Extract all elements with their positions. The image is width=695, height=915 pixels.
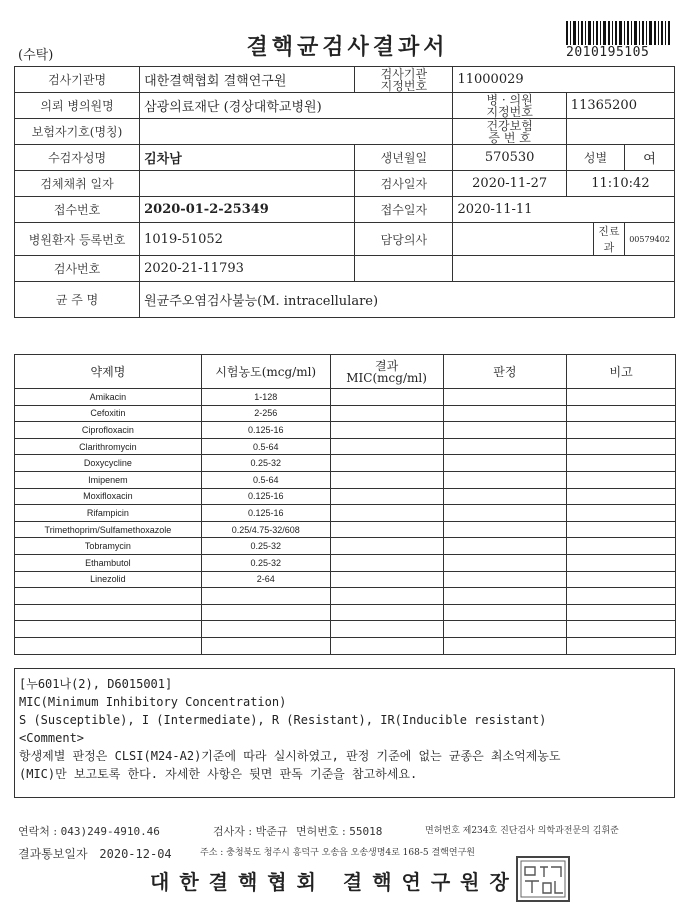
patient-value: 김차남	[140, 145, 355, 171]
dob-value: 570530	[453, 145, 566, 171]
header-result-2: MIC(mcg/ml)	[346, 370, 427, 385]
drug-mic	[330, 405, 443, 422]
drug-name: Doxycycline	[15, 455, 202, 472]
drug-judgment	[443, 455, 567, 472]
license-label: 면허번호 :	[296, 825, 346, 838]
drug-range: 0.5-64	[201, 471, 330, 488]
drug-name: Ciprofloxacin	[15, 422, 202, 439]
drug-name	[15, 637, 202, 654]
drug-range: 0.25-32	[201, 554, 330, 571]
drug-mic	[330, 571, 443, 588]
insured-label: 보험자기호(명칭)	[15, 119, 140, 145]
health-ins-label-2: 증 번 호	[488, 130, 531, 145]
drug-remark	[567, 538, 676, 555]
page-title: 결핵균검사결과서	[246, 34, 449, 60]
drug-remark	[567, 389, 676, 406]
test-time-value: 11:10:42	[566, 171, 674, 197]
hosp-code-label-2: 지정번호	[486, 104, 533, 119]
receipt-no-label: 접수번호	[15, 197, 140, 223]
drug-row	[15, 554, 676, 571]
doctor-label: 담당의사	[355, 223, 453, 256]
drug-row	[15, 405, 676, 422]
drug-judgment	[443, 488, 567, 505]
drug-row	[15, 438, 676, 455]
test-no-value: 2020-21-11793	[140, 256, 355, 282]
drug-judgment	[443, 422, 567, 439]
drug-row	[15, 538, 676, 555]
header-remark: 비고	[567, 355, 676, 389]
drug-mic	[330, 455, 443, 472]
receipt-date-label: 접수일자	[355, 197, 453, 223]
drug-mic	[330, 389, 443, 406]
comment-line-2: MIC(Minimum Inhibitory Concentration)	[19, 695, 287, 709]
institution-value: 대한결핵협회 결핵연구원	[140, 67, 355, 93]
drug-row	[15, 588, 676, 605]
drug-remark	[567, 422, 676, 439]
drug-range: 0.25/4.75-32/608	[201, 521, 330, 538]
header-judgment: 판정	[443, 355, 567, 389]
drug-mic	[330, 554, 443, 571]
drug-range: 0.125-16	[201, 422, 330, 439]
drug-mic	[330, 438, 443, 455]
drug-row	[15, 471, 676, 488]
comments-box	[14, 668, 675, 798]
drug-mic	[330, 604, 443, 621]
drug-row	[15, 604, 676, 621]
hosp-code-value: 11365200	[566, 93, 674, 119]
inst-code-label-1: 검사기관	[380, 66, 428, 81]
drug-remark	[567, 554, 676, 571]
drug-judgment	[443, 471, 567, 488]
health-ins-label	[453, 119, 566, 145]
drug-range: 0.5-64	[201, 438, 330, 455]
drug-row	[15, 488, 676, 505]
inst-code-label	[355, 67, 453, 93]
drug-judgment	[443, 405, 567, 422]
report-date	[18, 845, 172, 862]
examiner-value: 박준규	[255, 825, 288, 838]
drug-mic	[330, 422, 443, 439]
comment-line-6: (MIC)만 보고토록 한다. 자세한 사항은 뒷면 판독 기준을 참고하세요.	[19, 767, 418, 781]
drug-range	[201, 604, 330, 621]
official-seal-stamp	[515, 855, 571, 903]
collect-value	[140, 171, 355, 197]
drug-mic	[330, 521, 443, 538]
header-result-1: 결과	[374, 358, 399, 373]
drug-mic	[330, 588, 443, 605]
drug-remark	[567, 488, 676, 505]
dept-value: 00579402	[625, 223, 675, 256]
drug-judgment	[443, 438, 567, 455]
barcode-image	[566, 21, 671, 45]
license-info	[296, 823, 382, 839]
health-ins-label-1: 건강보험	[486, 118, 533, 133]
drug-range	[201, 637, 330, 654]
inst-code-value: 11000029	[453, 67, 675, 93]
drug-name: Trimethoprim/Sulfamethoxazole	[15, 521, 202, 538]
drug-name	[15, 604, 202, 621]
drug-table-header	[15, 355, 676, 389]
reg-no-value: 1019-51052	[140, 223, 355, 256]
drug-mic	[330, 538, 443, 555]
drug-remark	[567, 455, 676, 472]
address	[200, 845, 475, 858]
drug-range	[201, 621, 330, 638]
drug-mic	[330, 471, 443, 488]
address-value: 충청북도 청주시 흥덕구 오송읍 오송생명4로 168-5 결핵연구원	[226, 848, 475, 858]
drug-name: Amikacin	[15, 389, 202, 406]
comment-line-1: [누601나(2), D6015001]	[19, 677, 173, 691]
hosp-code-label-1: 병 · 의원	[486, 92, 533, 107]
drug-remark	[567, 471, 676, 488]
drug-name: Imipenem	[15, 471, 202, 488]
drug-remark	[567, 571, 676, 588]
drug-name: Tobramycin	[15, 538, 202, 555]
barcode-number: 2010195105	[566, 45, 650, 60]
comment-line-5: 항생제별 판정은 CLSI(M24-A2)기준에 따라 실시하였고, 판정 기준에 없는 균종은 최소억제농도	[19, 749, 561, 763]
drug-row	[15, 389, 676, 406]
report-date-label: 결과통보일자	[18, 847, 88, 861]
drug-mic	[330, 621, 443, 638]
dob-label: 생년월일	[355, 145, 453, 171]
drug-row	[15, 571, 676, 588]
test-no-label: 검사번호	[15, 256, 140, 282]
report-date-value: 2020-12-04	[99, 847, 172, 861]
header-result	[330, 355, 443, 389]
comment-line-4: <Comment>	[19, 731, 85, 745]
strain-value: 원균주오염검사불능(M. intracellulare)	[140, 282, 675, 318]
contact-value: 043)249-4910.46	[60, 825, 160, 838]
drug-remark	[567, 604, 676, 621]
address-label: 주소 :	[200, 848, 224, 858]
drug-row	[15, 505, 676, 522]
drug-name	[15, 621, 202, 638]
drug-mic	[330, 637, 443, 654]
drug-range: 0.125-16	[201, 488, 330, 505]
drug-range: 2-256	[201, 405, 330, 422]
drug-range: 0.125-16	[201, 505, 330, 522]
health-ins-value	[566, 119, 674, 145]
drug-remark	[567, 438, 676, 455]
drug-mic	[330, 505, 443, 522]
drug-name: Cefoxitin	[15, 405, 202, 422]
insured-value	[140, 119, 453, 145]
drug-judgment	[443, 637, 567, 654]
drug-remark	[567, 637, 676, 654]
sex-label: 성별	[566, 145, 624, 171]
receipt-tag: (수탁)	[18, 48, 54, 63]
drug-row	[15, 521, 676, 538]
examiner-label: 검사자 :	[213, 825, 253, 838]
inst-code-label-2: 지정번호	[380, 78, 428, 93]
drug-name	[15, 588, 202, 605]
sex-value: 여	[625, 145, 675, 171]
drug-name: Clarithromycin	[15, 438, 202, 455]
collect-label: 검체채취 일자	[15, 171, 140, 197]
drug-remark	[567, 588, 676, 605]
info-table	[14, 66, 675, 318]
drug-range: 2-64	[201, 571, 330, 588]
license-value: 55018	[349, 825, 383, 838]
drug-range: 0.25-32	[201, 538, 330, 555]
drug-range: 1-128	[201, 389, 330, 406]
examiner-info	[213, 823, 287, 839]
receipt-no-value: 2020-01-2-25349	[140, 197, 355, 223]
test-date-label: 검사일자	[355, 171, 453, 197]
drug-judgment	[443, 588, 567, 605]
patient-label: 수검자성명	[15, 145, 140, 171]
drug-mic	[330, 488, 443, 505]
drug-name: Ethambutol	[15, 554, 202, 571]
test-date-value: 2020-11-27	[453, 171, 566, 197]
drug-judgment	[443, 521, 567, 538]
drug-judgment	[443, 604, 567, 621]
header-drug: 약제명	[15, 355, 202, 389]
receipt-date-value: 2020-11-11	[453, 197, 675, 223]
drug-judgment	[443, 571, 567, 588]
test-no-extra-2	[453, 256, 675, 282]
drug-row	[15, 637, 676, 654]
drug-table	[14, 354, 676, 655]
header-range: 시험농도(mcg/ml)	[201, 355, 330, 389]
hospital-label: 의뢰 병의원명	[15, 93, 140, 119]
drug-judgment	[443, 554, 567, 571]
contact-label: 연락처 :	[18, 825, 58, 838]
drug-row	[15, 621, 676, 638]
dept-label: 진료과	[593, 223, 625, 256]
drug-range	[201, 588, 330, 605]
comment-line-3: S (Susceptible), I (Intermediate), R (Resistant), IR(Inducible resistant)	[19, 713, 547, 727]
license-2: 면허번호 제234호 진단검사 의학과전문의 김휘준	[425, 826, 619, 836]
strain-label: 균 주 명	[15, 282, 140, 318]
drug-name: Rifampicin	[15, 505, 202, 522]
hospital-value: 삼광의료재단 (경상대학교병원)	[140, 93, 453, 119]
drug-judgment	[443, 621, 567, 638]
test-no-extra	[355, 256, 453, 282]
drug-judgment	[443, 505, 567, 522]
reg-no-label: 병원환자 등록번호	[15, 223, 140, 256]
doctor-value	[453, 223, 593, 256]
drug-remark	[567, 405, 676, 422]
drug-remark	[567, 521, 676, 538]
hosp-code-label	[453, 93, 566, 119]
drug-remark	[567, 621, 676, 638]
contact-info	[18, 823, 160, 839]
drug-judgment	[443, 389, 567, 406]
drug-row	[15, 455, 676, 472]
institution-label: 검사기관명	[15, 67, 140, 93]
organization-name: 대한결핵협회 결핵연구원장	[150, 870, 519, 894]
drug-name: Linezolid	[15, 571, 202, 588]
drug-judgment	[443, 538, 567, 555]
drug-row	[15, 422, 676, 439]
drug-name: Moxifloxacin	[15, 488, 202, 505]
drug-range: 0.25-32	[201, 455, 330, 472]
drug-remark	[567, 505, 676, 522]
